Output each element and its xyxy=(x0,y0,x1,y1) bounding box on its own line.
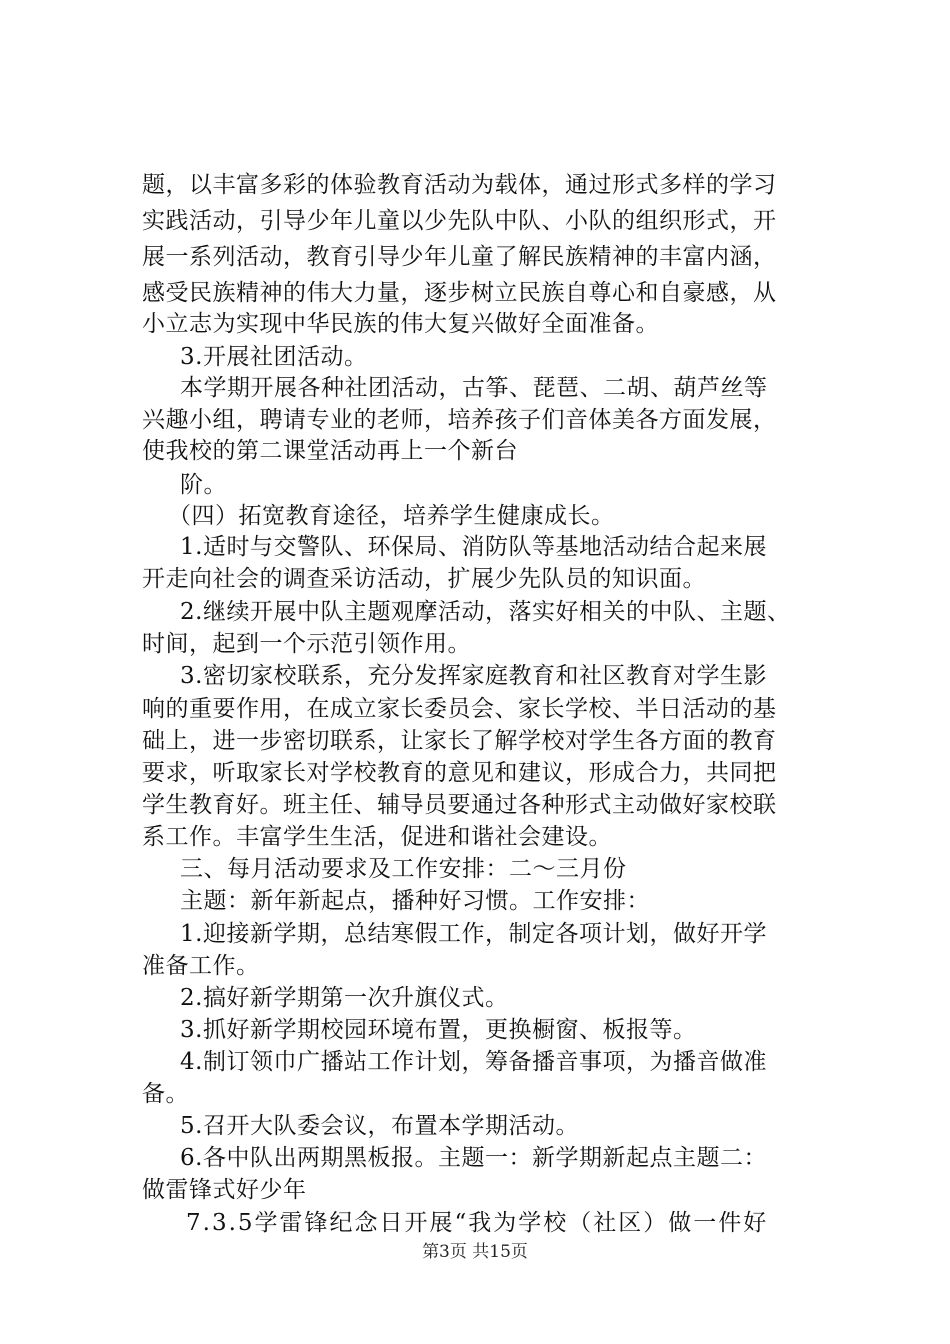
text-line: （四）拓宽教育途径，培养学生健康成长。 xyxy=(168,503,615,529)
text-line: 阶。 xyxy=(180,472,227,498)
text-line: 主题：新年新起点，播种好习惯。工作安排： xyxy=(180,888,650,914)
text-line: 题，以丰富多彩的体验教育活动为载体，通过形式多样的学习 xyxy=(142,172,777,198)
text-line: 3.密切家校联系，充分发挥家庭教育和社区教育对学生影 xyxy=(180,663,767,689)
text-line: 三、每月活动要求及工作安排：二～三月份 xyxy=(180,856,627,882)
text-line: 开走向社会的调查采访活动，扩展少先队员的知识面。 xyxy=(142,566,706,592)
text-line: 准备工作。 xyxy=(142,953,260,979)
text-line: 时间，起到一个示范引领作用。 xyxy=(142,631,471,657)
text-line: 做雷锋式好少年 xyxy=(142,1177,307,1203)
text-line: 3.开展社团活动。 xyxy=(180,344,368,370)
text-line: 7.3.5学雷锋纪念日开展“我为学校（社区）做一件好 xyxy=(186,1210,769,1236)
text-line: 2.继续开展中队主题观摩活动，落实好相关的中队、主题、 xyxy=(180,599,791,625)
text-line: 4.制订领巾广播站工作计划，筹备播音事项，为播音做准 xyxy=(180,1049,767,1075)
text-line: 兴趣小组，聘请专业的老师，培养孩子们音体美各方面发展， xyxy=(142,407,777,433)
text-line: 小立志为实现中华民族的伟大复兴做好全面准备。 xyxy=(142,311,659,337)
text-line: 6.各中队出两期黑板报。主题一：新学期新起点主题二： xyxy=(180,1145,767,1171)
text-line: 本学期开展各种社团活动，古筝、琵琶、二胡、葫芦丝等 xyxy=(180,375,768,401)
text-line: 础上，进一步密切联系，让家长了解学校对学生各方面的教育 xyxy=(142,728,777,754)
text-line: 1.适时与交警队、环保局、消防队等基地活动结合起来展 xyxy=(180,534,767,560)
text-line: 2.搞好新学期第一次升旗仪式。 xyxy=(180,985,509,1011)
text-line: 使我校的第二课堂活动再上一个新台 xyxy=(142,438,518,464)
text-line: 要求，听取家长对学校教育的意见和建议，形成合力，共同把 xyxy=(142,760,777,786)
text-line: 感受民族精神的伟大力量，逐步树立民族自尊心和自豪感，从 xyxy=(142,280,777,306)
text-line: 实践活动，引导少年儿童以少先队中队、小队的组织形式，开 xyxy=(142,208,777,234)
text-line: 1.迎接新学期，总结寒假工作，制定各项计划，做好开学 xyxy=(180,921,767,947)
text-line: 展一系列活动，教育引导少年儿童了解民族精神的丰富内涵， xyxy=(142,244,777,270)
text-line: 备。 xyxy=(142,1081,189,1107)
text-line: 响的重要作用，在成立家长委员会、家长学校、半日活动的基 xyxy=(142,696,777,722)
text-line: 学生教育好。班主任、辅导员要通过各种形式主动做好家校联 xyxy=(142,792,777,818)
page-number-footer: 第3页 共15页 xyxy=(422,1242,528,1262)
text-line: 3.抓好新学期校园环境布置，更换橱窗、板报等。 xyxy=(180,1017,697,1043)
text-line: 5.召开大队委会议，布置本学期活动。 xyxy=(180,1113,579,1139)
text-line: 系工作。丰富学生生活，促进和谐社会建设。 xyxy=(142,824,612,850)
